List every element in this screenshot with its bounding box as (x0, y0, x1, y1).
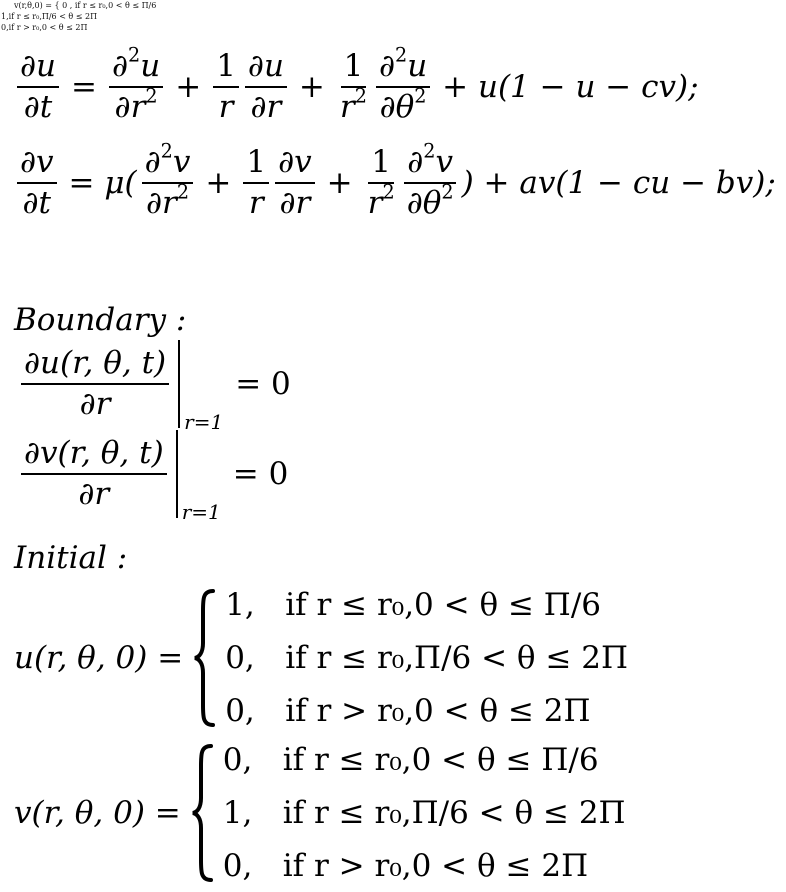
initial-condition-u (14, 578, 628, 737)
initial-label: Initial : (14, 540, 128, 576)
evaluation-bar (176, 430, 178, 518)
equation-v-tail: ) + av(1 − cu − bv); (461, 164, 776, 201)
ic-v-case: 0, if r ≤ r₀,0 < θ ≤ Π/6 (222, 741, 599, 778)
equation-v: $\frac{\partial v}{\partial t}$ = μ( $\frac{\partial^2v}{\partial r^2}$ + $\frac{1}{r}$ $\frac{\partial v}{\partial r}$ + $\frac{1}{r^2}$ $\frac{\partial^2v}{\partial\theta^2}$ ) + av(1 − cu − bv); (14, 146, 776, 219)
ic-u-case: 0, if r > r₀,0 < θ ≤ 2Π (225, 692, 591, 729)
ic-u-case: 1, if r ≤ r₀,0 < θ ≤ Π/6 (225, 586, 602, 623)
boundary-condition-v (18, 430, 289, 524)
bc-v-eval: r=1 (181, 500, 221, 524)
bc-u-eval: r=1 (184, 410, 224, 434)
boundary-label: Boundary : (14, 302, 187, 338)
left-brace-icon (191, 744, 215, 882)
bc-v-denominator: ∂r (78, 476, 110, 512)
boundary-condition-u (18, 340, 291, 434)
ic-v-case: 1, if r ≤ r₀,Π/6 < θ ≤ 2Π (222, 794, 626, 831)
initial-condition-v (14, 733, 626, 892)
header-line-2: 1,if r ≤ r₀,Π/6 < θ ≤ 2Π (1, 12, 98, 21)
ic-v-case: 0, if r > r₀,0 < θ ≤ 2Π (222, 847, 589, 884)
left-brace-icon (193, 589, 217, 727)
bc-v-rhs: = 0 (232, 456, 289, 492)
ic-v-lhs: v(r, θ, 0) = (14, 794, 181, 831)
equation-u: $\frac{\partial u}{\partial t}$ = $\frac{\partial^2u}{\partial r^2}$ + $\frac{1}{r}$ $\frac{\partial u}{\partial r}$ + $\frac{1}{r^2}$ $\frac{\partial^2u}{\partial\theta^2}$ + u(1 − u − cv); (14, 50, 708, 123)
ic-u-case: 0, if r ≤ r₀,Π/6 < θ ≤ 2Π (225, 639, 629, 676)
header-line-1: v(r,θ,0) = { 0 , if r ≤ r₀,0 < θ ≤ Π/6 (14, 1, 157, 10)
bc-v-numerator: ∂v(r, θ, t) (21, 437, 167, 475)
bc-u-numerator: ∂u(r, θ, t) (21, 347, 169, 385)
bc-u-denominator: ∂r (79, 386, 111, 422)
ic-u-lhs: u(r, θ, 0) = (14, 639, 184, 676)
evaluation-bar (178, 340, 180, 428)
equation-v-mu: = μ( (68, 164, 137, 201)
bc-u-rhs: = 0 (235, 366, 291, 402)
header-line-3: 0,if r > r₀,0 < θ ≤ 2Π (1, 23, 88, 32)
equation-u-tail: + u(1 − u − cv); (442, 68, 699, 105)
